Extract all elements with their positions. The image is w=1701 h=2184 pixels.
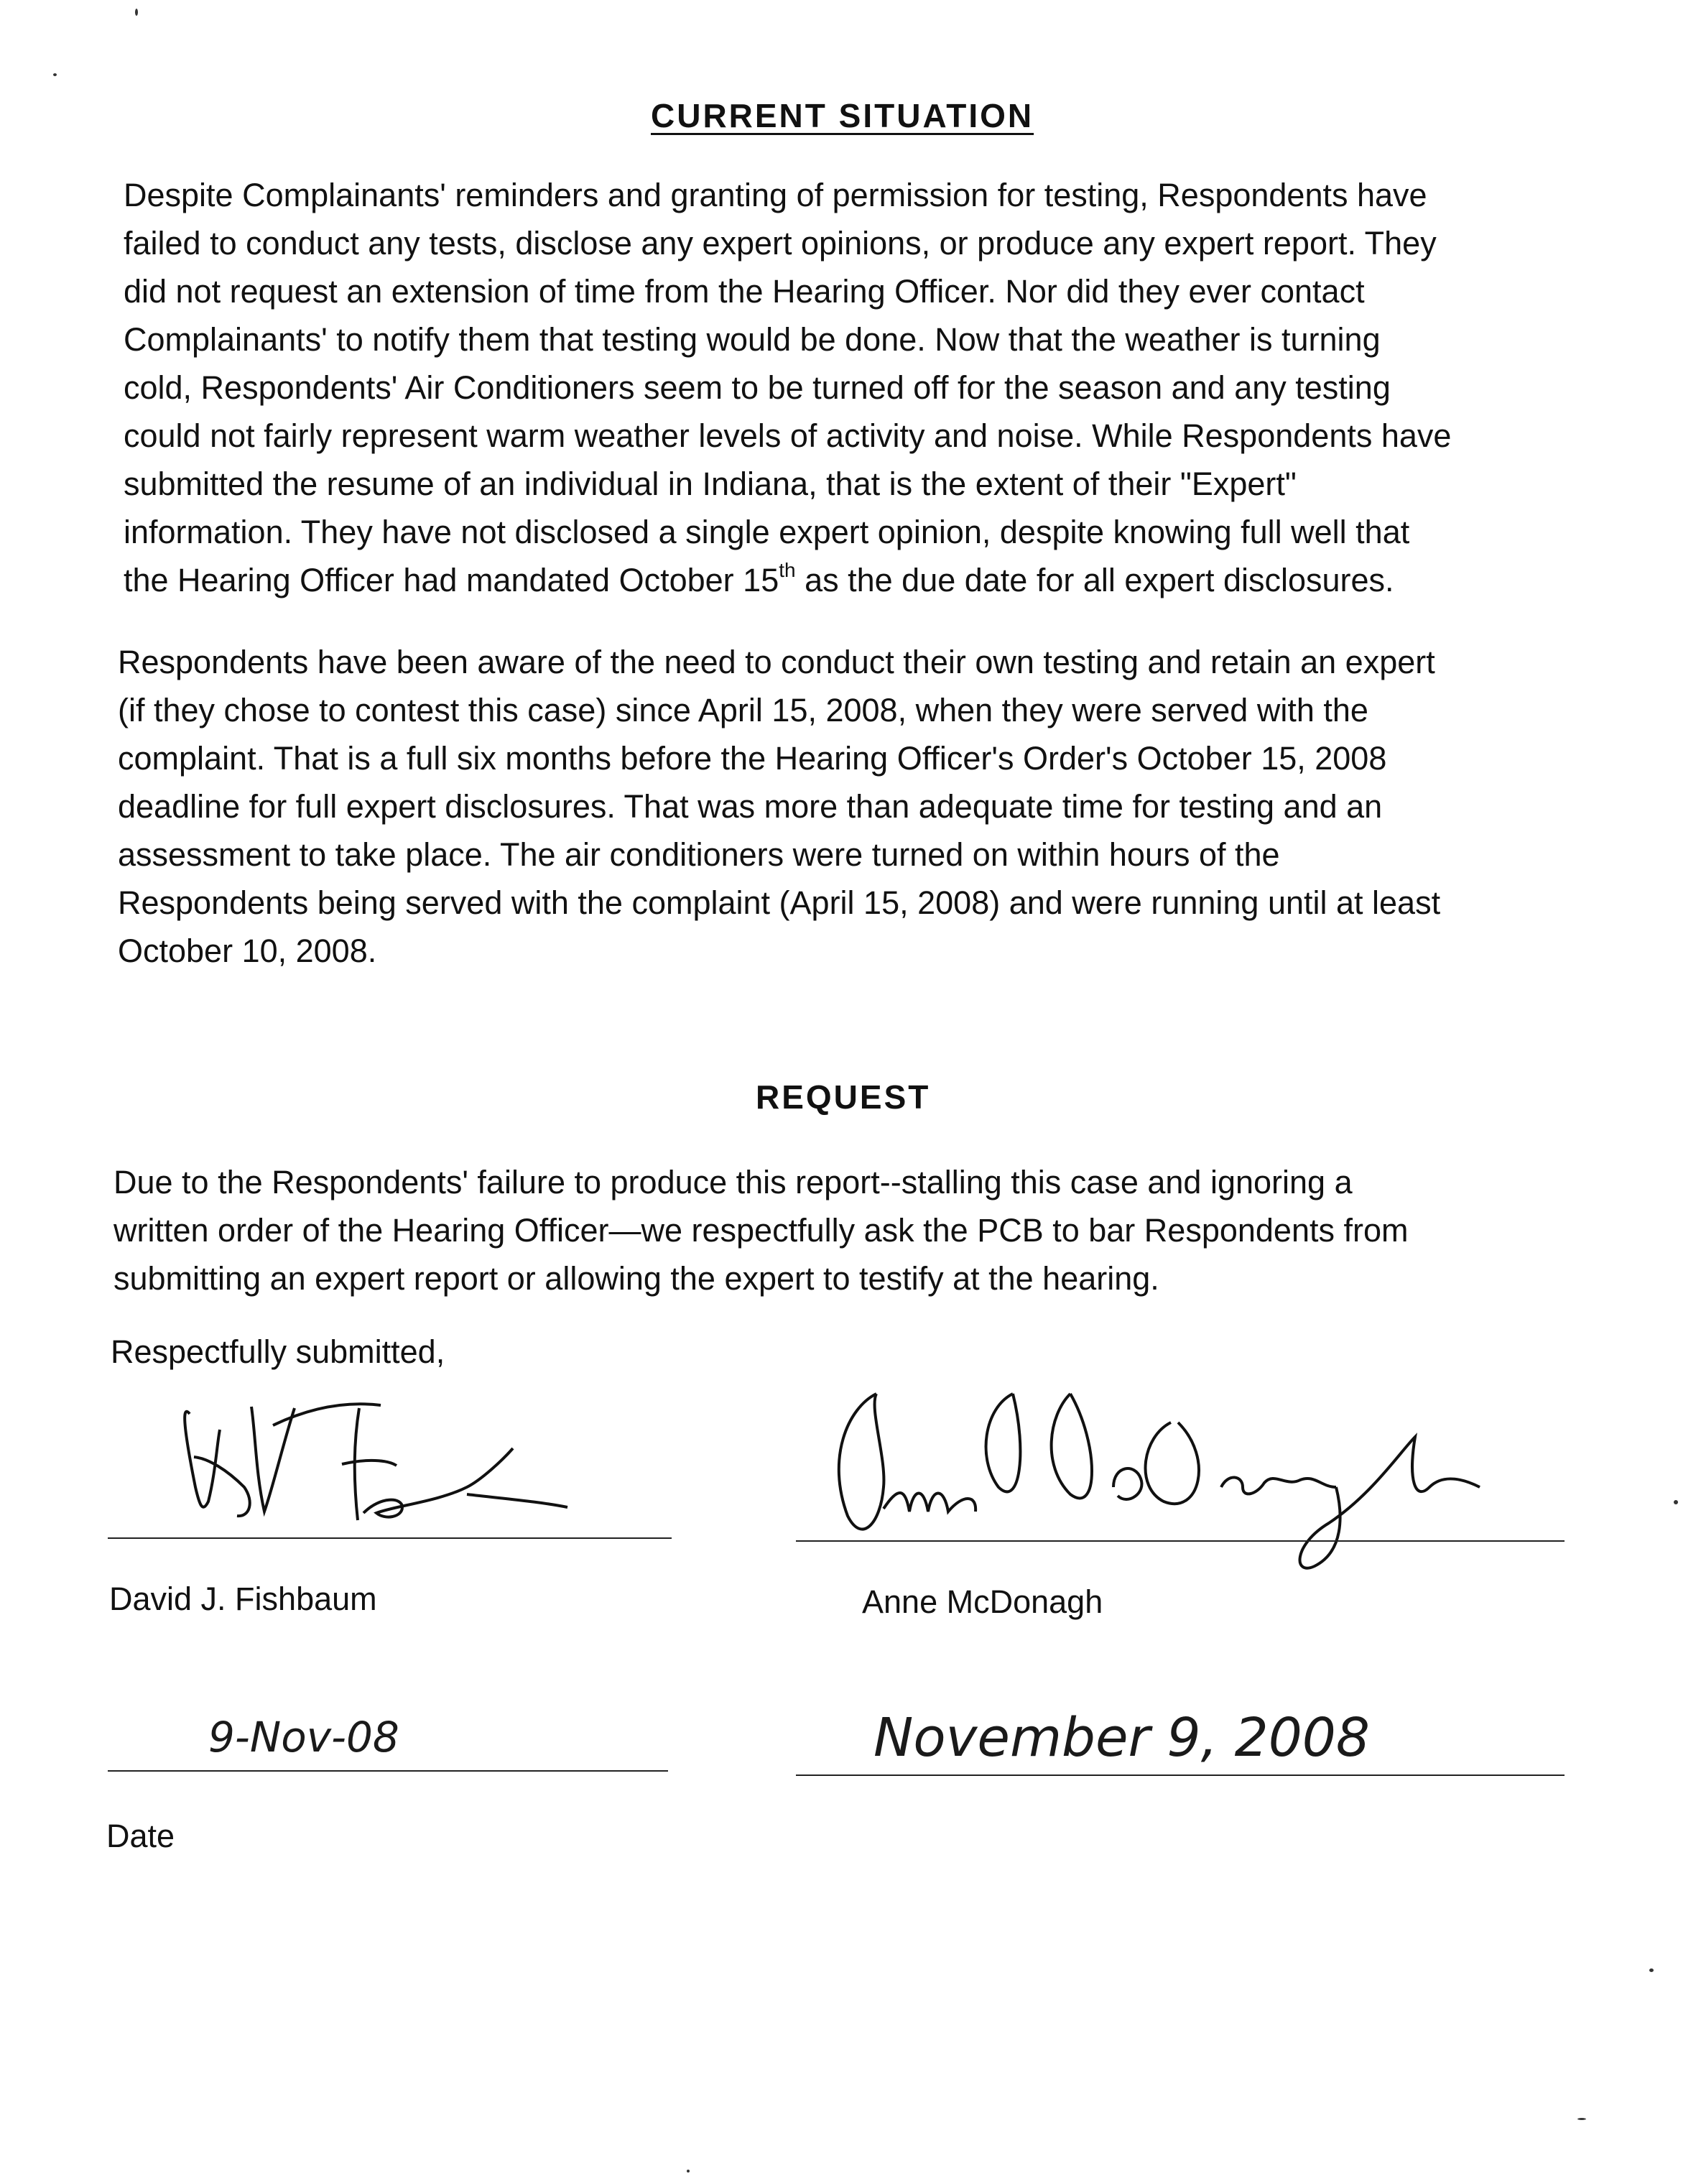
signature-mcdonagh (797, 1379, 1516, 1595)
signature-line-left (108, 1537, 672, 1539)
text-line: failed to conduct any tests, disclose any expert opinions, or produce any expert report. They (124, 225, 1437, 262)
text-line: October 10, 2008. (118, 933, 377, 969)
closing-text: Respectfully submitted, (111, 1333, 445, 1370)
text-line (124, 556, 1451, 604)
date-label: Date (106, 1818, 175, 1854)
signer-name-left: David J. Fishbaum (109, 1581, 377, 1617)
signature-line-right (796, 1540, 1565, 1542)
text-line: Due to the Respondents' failure to produce this report--stalling this case and ignoring a (113, 1164, 1353, 1200)
text-line: (if they chose to contest this case) since April 15, 2008, when they were served with the (118, 692, 1368, 728)
text-fragment: as the due date for all expert disclosures. (795, 562, 1394, 598)
text-line: could not fairly represent warm weather levels of activity and noise. While Respondents have (124, 417, 1452, 454)
text-line: information. They have not disclosed a single expert opinion, despite knowing full well that (124, 514, 1410, 550)
paragraph-current-situation-2 (118, 638, 1440, 975)
scan-speck (687, 2170, 690, 2173)
section-heading-current-situation: CURRENT SITUATION (651, 97, 1034, 134)
superscript: th (779, 559, 796, 581)
text-line: deadline for full expert disclosures. That was more than adequate time for testing and an (118, 788, 1383, 825)
signature-fishbaum (165, 1379, 582, 1537)
text-line: Despite Complainants' reminders and granting of permission for testing, Respondents have (124, 177, 1427, 213)
text-line: submitted the resume of an individual in Indiana, that is the extent of their "Expert" (124, 466, 1297, 502)
date-line-left (108, 1770, 668, 1772)
text-line: cold, Respondents' Air Conditioners seem to be turned off for the season and any testing (124, 369, 1391, 406)
scan-speck (1649, 1968, 1654, 1972)
text-line: written order of the Hearing Officer—we respectfully ask the PCB to bar Respondents from (113, 1212, 1409, 1249)
date-line-right (796, 1774, 1565, 1776)
handwritten-date-left: 9-Nov-08 (208, 1713, 399, 1762)
scan-speck (1577, 2118, 1586, 2120)
scan-speck (53, 73, 57, 76)
text-line: Complainants' to notify them that testing would be done. Now that the weather is turning (124, 321, 1381, 358)
text-line: did not request an extension of time from the Hearing Officer. Nor did they ever contact (124, 273, 1365, 310)
scan-speck (1674, 1500, 1678, 1504)
handwritten-date-right: November 9, 2008 (873, 1707, 1370, 1769)
text-line: submitting an expert report or allowing the expert to testify at the hearing. (113, 1260, 1159, 1297)
signer-name-right: Anne McDonagh (862, 1583, 1103, 1620)
text-line: Respondents have been aware of the need to conduct their own testing and retain an expert (118, 644, 1435, 680)
paragraph-current-situation-1 (124, 171, 1451, 604)
text-line: assessment to take place. The air conditioners were turned on within hours of the (118, 836, 1280, 873)
section-heading-request: REQUEST (756, 1078, 931, 1116)
scan-speck (135, 9, 138, 16)
text-fragment: the Hearing Officer had mandated October 15 (124, 562, 779, 598)
paragraph-request (113, 1158, 1408, 1302)
text-line: complaint. That is a full six months before the Hearing Officer's Order's October 15, 2008 (118, 740, 1387, 777)
text-line: Respondents being served with the complaint (April 15, 2008) and were running until at least (118, 884, 1441, 921)
